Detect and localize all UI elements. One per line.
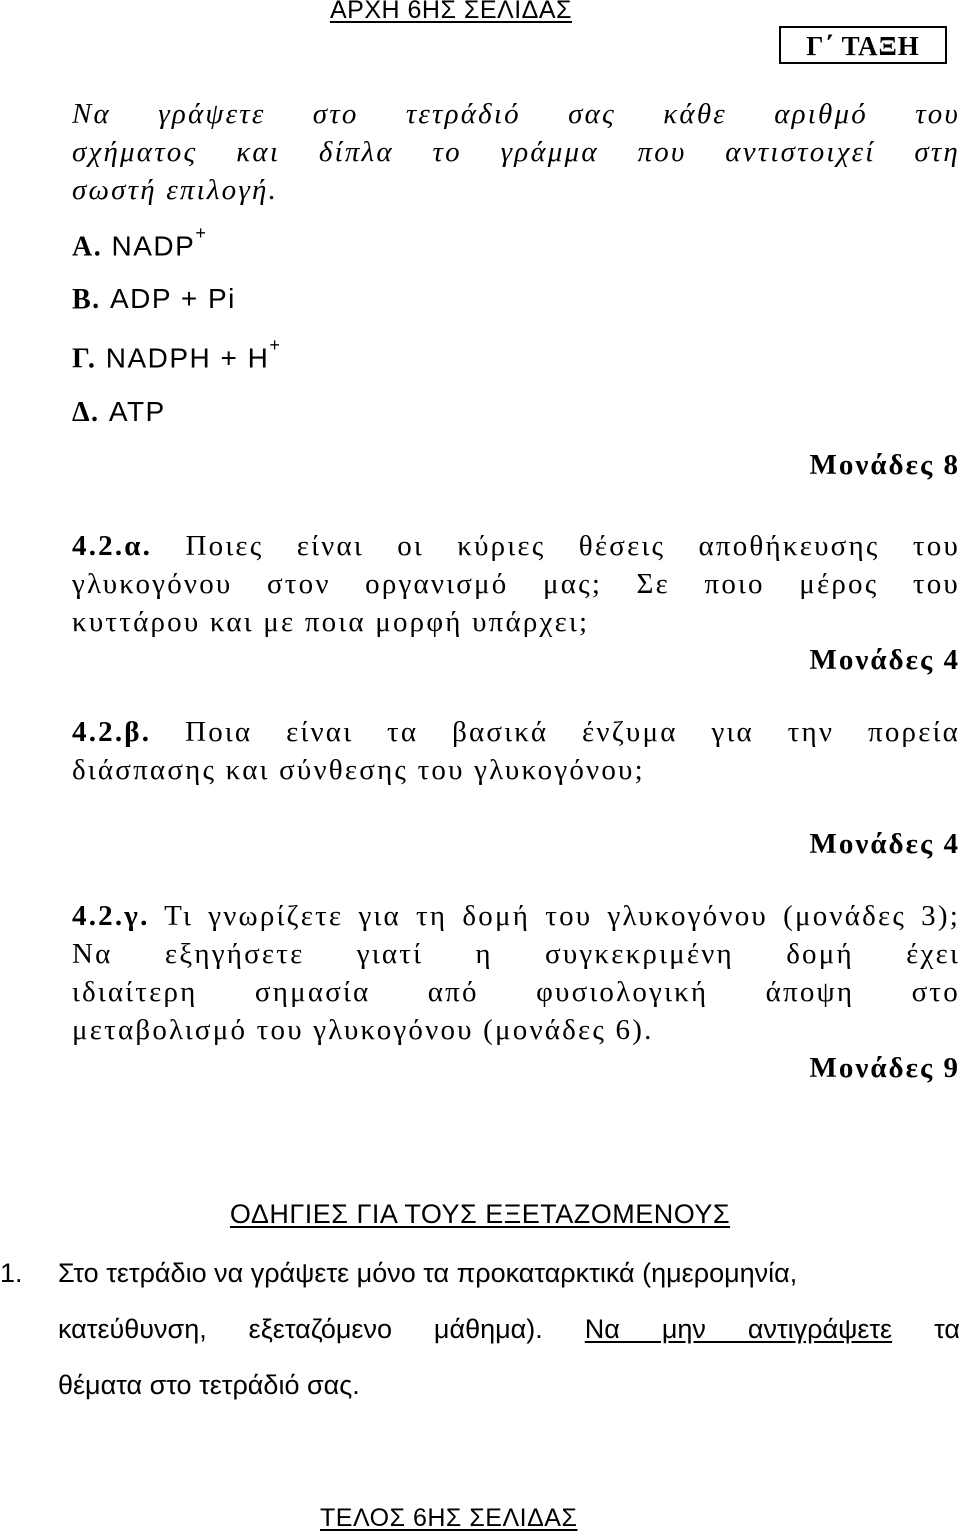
q422-line-2: διάσπασης και σύνθεσης του γλυκογόνου; bbox=[72, 754, 645, 786]
option-text: ADP + Pi bbox=[109, 283, 236, 314]
q422-line-1 bbox=[72, 716, 960, 749]
q422-text: Ποια είναι τα βασικά ένζυμα για την πορεία bbox=[185, 716, 960, 748]
q423-line-4: μεταβολισμό του γλυκογόνου (μονάδες 6). bbox=[72, 1014, 654, 1046]
instruction-line-2 bbox=[58, 1314, 960, 1345]
q423-number: 4.2.γ. bbox=[72, 900, 150, 932]
q423-line-1 bbox=[72, 900, 960, 933]
option-c bbox=[72, 335, 282, 375]
intro-line-3: σωστή επιλογή. bbox=[72, 174, 279, 206]
instruction-text: κατεύθυνση, εξεταζόμενο μάθημα). bbox=[58, 1314, 543, 1344]
option-letter: Β. bbox=[72, 284, 101, 315]
option-letter: Α. bbox=[72, 231, 103, 263]
instruction-line-1: Στο τετράδιο να γράψετε μόνο τα προκαταρκτικά (ημερομηνία, bbox=[58, 1258, 798, 1288]
instruction-text: τα bbox=[934, 1314, 960, 1344]
option-b bbox=[72, 283, 236, 316]
instruction-line-3: θέματα στο τετράδιό σας. bbox=[58, 1370, 360, 1400]
option-letter: Γ. bbox=[72, 343, 97, 375]
option-text: ATP bbox=[108, 396, 166, 427]
option-letter: Δ. bbox=[72, 397, 100, 428]
q422-units: Μονάδες 4 bbox=[809, 828, 960, 860]
intro-line-1: Να γράψετε στο τετράδιό σας κάθε αριθμό του bbox=[72, 98, 960, 130]
units-options: Μονάδες 8 bbox=[809, 449, 960, 481]
q423-text: Τι γνωρίζετε για τη δομή του γλυκογόνου (μονάδες 3); bbox=[164, 900, 960, 932]
q421-line-1 bbox=[72, 530, 960, 563]
intro-line-2: σχήματος και δίπλα το γράμμα που αντιστοιχεί στη bbox=[72, 136, 960, 168]
q421-number: 4.2.α. bbox=[72, 530, 153, 562]
page-header: ΑΡΧΗ 6ΗΣ ΣΕΛΙΔΑΣ bbox=[330, 0, 572, 24]
q422-number: 4.2.β. bbox=[72, 716, 152, 748]
q421-text: Ποιες είναι οι κύριες θέσεις αποθήκευσης του bbox=[185, 530, 960, 562]
option-sup: + bbox=[269, 335, 282, 355]
q421-line-2: γλυκογόνου στον οργανισμό μας; Σε ποιο μέρος του bbox=[72, 568, 960, 600]
option-a bbox=[72, 223, 208, 263]
instruction-number: 1. bbox=[0, 1258, 23, 1288]
page-footer: ΤΕΛΟΣ 6ΗΣ ΣΕΛΙΔΑΣ bbox=[320, 1504, 578, 1532]
option-text: NADP bbox=[111, 230, 196, 262]
q423-units: Μονάδες 9 bbox=[809, 1052, 960, 1084]
class-label: Γ΄ ΤΑΞΗ bbox=[779, 26, 947, 64]
option-text: NADPH + H bbox=[105, 342, 270, 374]
instruction-emphasis: Να μην αντιγράψετε bbox=[584, 1314, 893, 1344]
q421-units: Μονάδες 4 bbox=[809, 644, 960, 676]
q423-line-2: Να εξηγήσετε γιατί η συγκεκριμένη δομή έχει bbox=[72, 938, 960, 970]
option-d bbox=[72, 396, 166, 429]
instructions-title: ΟΔΗΓΙΕΣ ΓΙΑ ΤΟΥΣ ΕΞΕΤΑΖΟΜΕΝΟΥΣ bbox=[229, 1199, 731, 1229]
q423-line-3: ιδιαίτερη σημασία από φυσιολογική άποψη στο bbox=[72, 976, 960, 1008]
q421-line-3: κυττάρου και με ποια μορφή υπάρχει; bbox=[72, 606, 590, 638]
option-sup: + bbox=[195, 223, 208, 243]
